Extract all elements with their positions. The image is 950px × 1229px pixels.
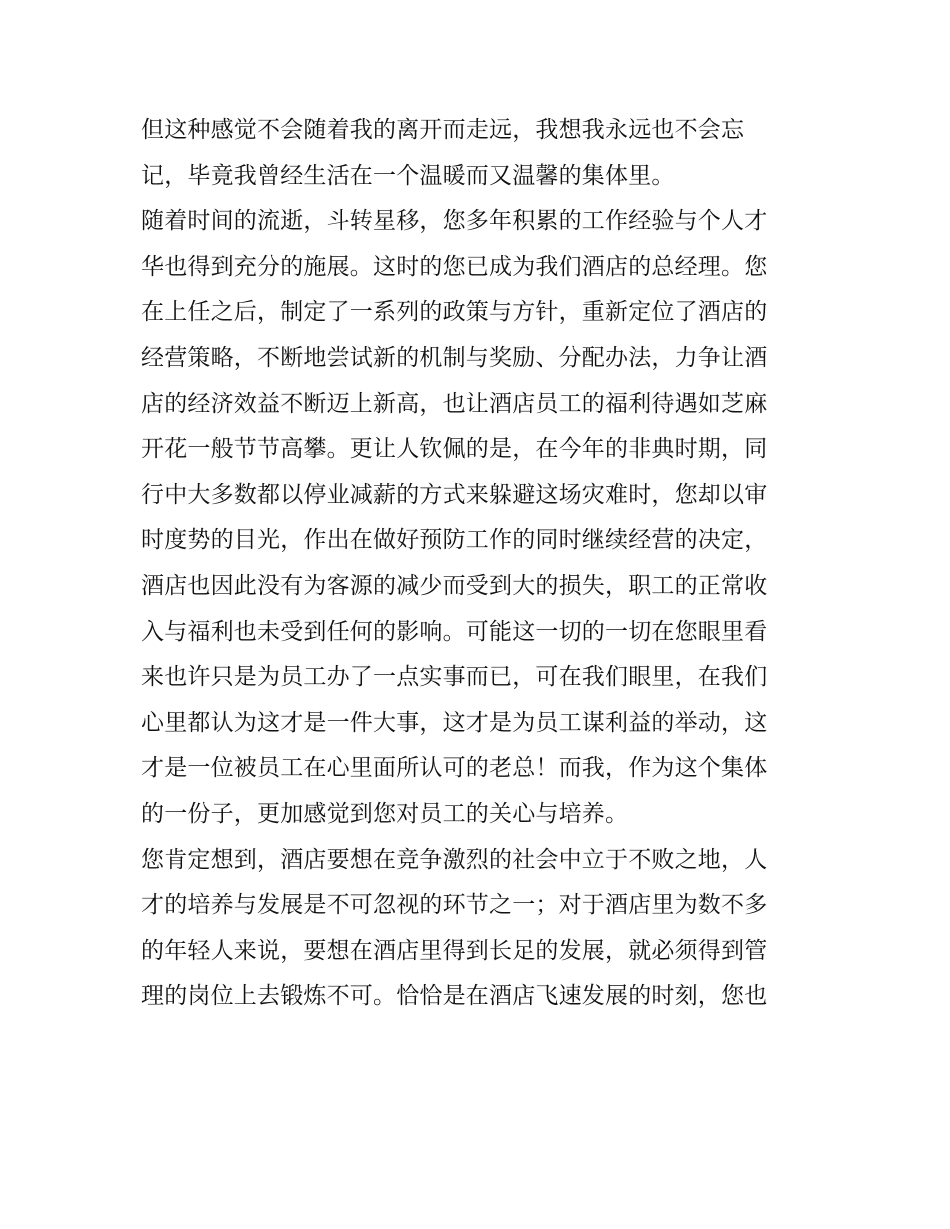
text-line-20: 理的岗位上去锻炼不可。恰恰是在酒店飞速发展的时刻，您也 [141,983,768,1010]
text-line-7: 店的经济效益不断迈上新高，也让酒店员工的福利待遇如芝麻 [141,390,768,417]
text-line-9: 行中大多数都以停业减薪的方式来躲避这场灾难时，您却以审 [141,481,768,508]
text-line-3: 随着时间的流逝，斗转星移，您多年积累的工作经验与个人才 [141,208,768,235]
text-line-12: 入与福利也未受到任何的影响。可能这一切的一切在您眼里看 [141,618,768,645]
text-line-10: 时度势的目光，作出在做好预防工作的同时继续经营的决定， [141,527,768,554]
text-line-13: 来也许只是为员工办了一点实事而已，可在我们眼里，在我们 [141,664,768,691]
text-line-19: 的年轻人来说，要想在酒店里得到长足的发展，就必须得到管 [141,937,768,964]
text-line-5: 在上任之后，制定了一系列的政策与方针，重新定位了酒店的 [141,299,768,326]
text-line-2: 记，毕竟我曾经生活在一个温暖而又温馨的集体里。 [141,162,675,189]
text-line-11: 酒店也因此没有为客源的减少而受到大的损失，职工的正常收 [141,572,768,599]
text-line-1: 但这种感觉不会随着我的离开而走远，我想我永远也不会忘 [141,117,745,143]
text-line-6: 经营策略，不断地尝试新的机制与奖励、分配办法，力争让酒 [141,344,768,371]
text-line-8: 开花一般节节高攀。更让人钦佩的是，在今年的非典时期，同 [141,436,768,463]
text-line-17: 您肯定想到，酒店要想在竞争激烈的社会中立于不败之地，人 [141,846,768,873]
text-line-18: 才的培养与发展是不可忽视的环节之一；对于酒店里为数不多 [141,892,768,919]
text-line-4: 华也得到充分的施展。这时的您已成为我们酒店的总经理。您 [141,253,768,280]
body-text [141,108,811,1020]
text-line-15: 才是一位被员工在心里面所认可的老总！而我，作为这个集体 [141,755,768,782]
text-line-14: 心里都认为这才是一件大事，这才是为员工谋利益的举动，这 [141,709,768,736]
text-line-16: 的一份子，更加感觉到您对员工的关心与培养。 [141,800,629,827]
